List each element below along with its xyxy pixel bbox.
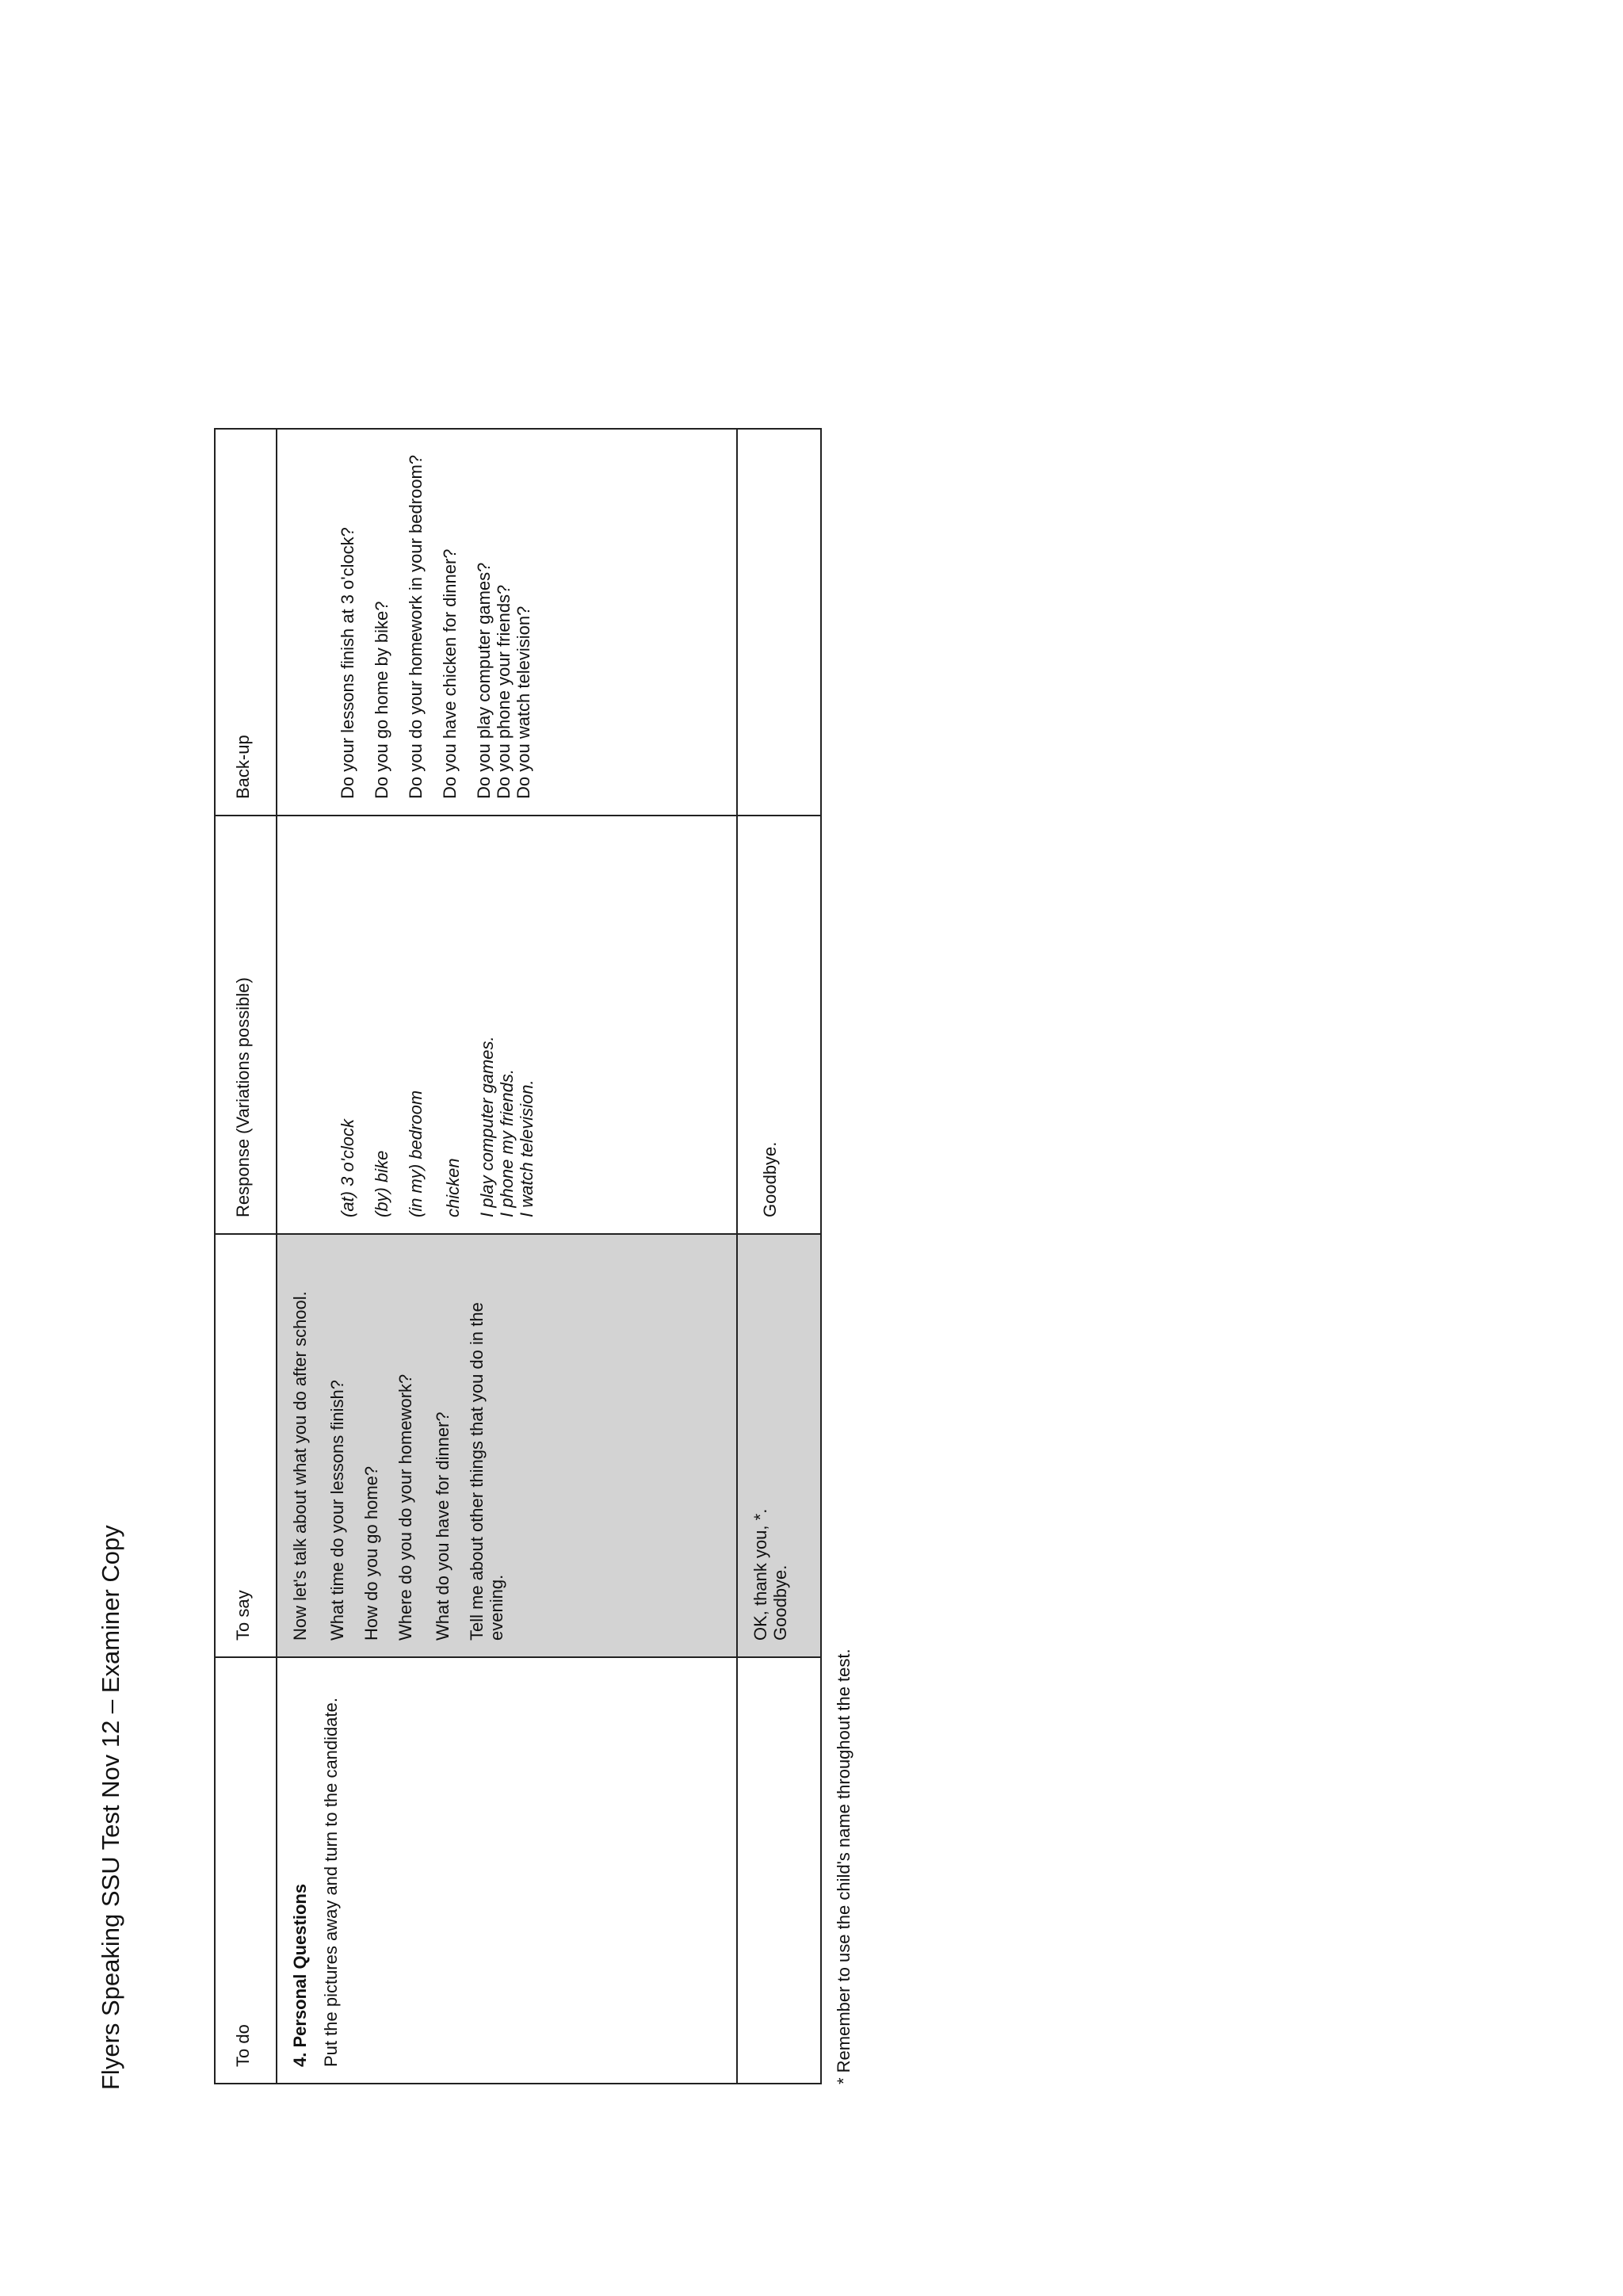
- closing-thanks: OK, thank you, *.: [750, 1508, 771, 1641]
- question-dinner: What do you have for dinner?: [433, 1412, 453, 1641]
- question-homework: Where do you do your homework?: [395, 1373, 415, 1641]
- header-back-up: Back-up: [215, 429, 277, 816]
- backup-homework: Do you do your homework in your bedroom?: [406, 454, 426, 799]
- response-dinner: chicken: [443, 1158, 463, 1217]
- page-title: Flyers Speaking SSU Test Nov 12 – Examiner Copy: [97, 1525, 124, 2090]
- closing-response-cell: [737, 816, 821, 1234]
- section-instruction: Put the pictures away and turn to the candidate.: [321, 1698, 341, 2067]
- backup-dinner: Do you have chicken for dinner?: [440, 548, 460, 799]
- back-up-cell: [277, 429, 737, 816]
- table-row: [737, 429, 821, 2084]
- header-to-say: To say: [215, 1234, 277, 1657]
- closing-response: Goodbye.: [760, 1141, 781, 1217]
- backup-evening-2: Do you phone your friends?: [494, 584, 514, 799]
- closing-backup-cell-empty: [737, 429, 821, 816]
- to-say-cell: [277, 1234, 737, 1657]
- backup-go-home: Do you go home by bike?: [372, 601, 391, 799]
- question-lessons: What time do your lessons finish?: [327, 1380, 347, 1641]
- header-to-do: To do: [215, 1657, 277, 2084]
- backup-evening-3: Do you watch television?: [514, 606, 533, 799]
- table-row: [277, 429, 737, 2084]
- response-go-home: (by) bike: [372, 1150, 391, 1217]
- question-evening: Tell me about other things that you do in the evening.: [467, 1302, 506, 1641]
- examiner-table: [214, 428, 822, 2084]
- footnote: * Remember to use the child's name throughout the test.: [834, 1648, 854, 2084]
- response-lessons: (at) 3 o'clock: [338, 1118, 357, 1217]
- response-cell: [277, 816, 737, 1234]
- response-evening-3: I watch television.: [517, 1079, 537, 1217]
- to-do-cell: [277, 1657, 737, 2084]
- closing-say-cell: [737, 1234, 821, 1657]
- header-response: Response (Variations possible): [215, 816, 277, 1234]
- question-go-home: How do you go home?: [361, 1465, 381, 1641]
- response-homework: (in my) bedroom: [406, 1090, 426, 1217]
- backup-lessons: Do your lessons finish at 3 o'clock?: [338, 527, 357, 799]
- section-heading: 4. Personal Questions: [290, 1883, 310, 2067]
- intro-question: Now let's talk about what you do after school.: [290, 1291, 310, 1641]
- response-evening-1: I play computer games.: [477, 1036, 497, 1217]
- to-do-cell-empty: [737, 1657, 821, 2084]
- backup-evening-1: Do you play computer games?: [474, 562, 494, 799]
- response-evening-2: I phone my friends.: [497, 1068, 517, 1217]
- closing-goodbye: Goodbye.: [770, 1564, 791, 1641]
- table-header-row: [215, 429, 277, 2084]
